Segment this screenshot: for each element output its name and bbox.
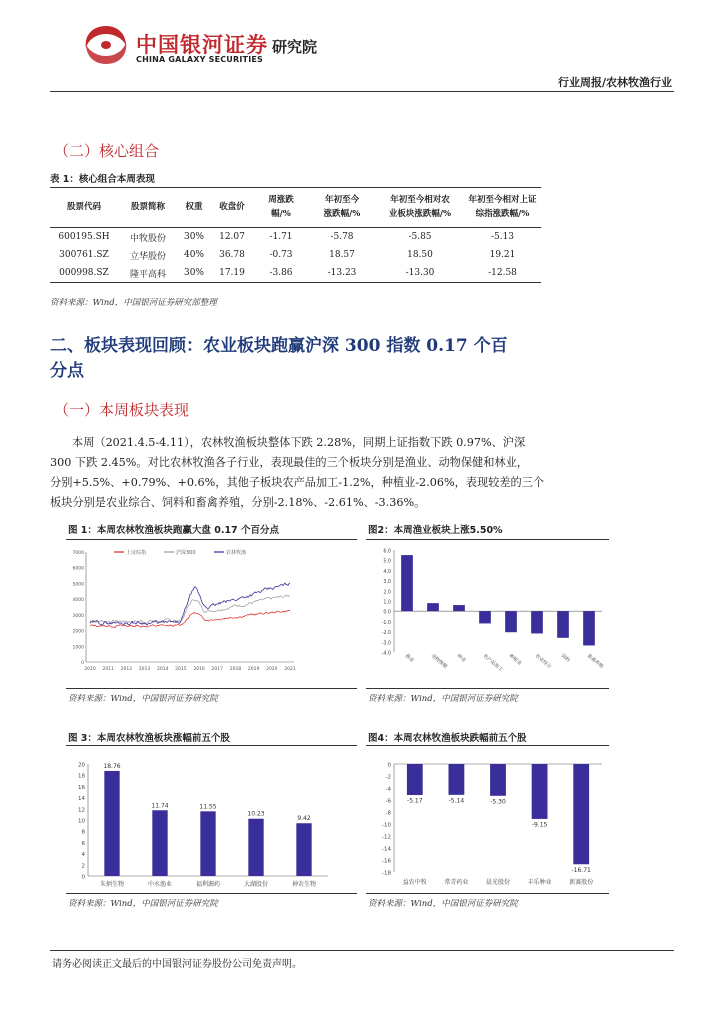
col-header-ytd: 年初至今 涨跌幅/% — [323, 195, 361, 219]
report-type: 行业周报/农林牧渔行业 — [557, 76, 672, 89]
category-label: 丰乐种业 — [527, 879, 552, 886]
bar — [532, 764, 548, 819]
section-title-line2: 分点 — [50, 361, 84, 381]
y-tick-label: 3.0 — [383, 580, 391, 586]
cell-week: -0.73 — [269, 250, 293, 260]
fig3-caption: 图 3：本周农林牧渔板块涨幅前五个股 — [68, 733, 230, 744]
y-tick-label: 0 — [81, 874, 85, 881]
x-tick-label: 2011 — [102, 667, 114, 672]
table-header-row — [50, 191, 541, 221]
x-tick-label: 2013 — [138, 667, 151, 672]
fig1-bottom-rule — [66, 688, 357, 689]
bar — [401, 555, 413, 611]
category-label: 朱炳生物 — [99, 881, 125, 888]
paragraph-line: 板块分别是农业综合、饲料和畜禽养殖，分别-2.18%、-2.61%、-3.36%。 — [50, 496, 426, 509]
chart-top5-gainers — [66, 750, 357, 892]
cell-rel-agri: 18.50 — [407, 250, 433, 260]
y-tick-label: 6 — [81, 840, 85, 847]
col-header-week: 周涨跌 幅/% — [268, 195, 294, 219]
col-header-code: 股票代码 — [66, 202, 101, 212]
bar — [248, 819, 263, 876]
table1-caption: 表 1：核心组合本周表现 — [50, 174, 155, 185]
y-tick-label: 4 — [81, 852, 85, 859]
category-label: 中水渔业 — [147, 881, 173, 888]
y-tick-label: -16 — [382, 858, 391, 865]
x-tick-label: 2016 — [193, 667, 205, 672]
table-row — [50, 246, 541, 264]
col-header-weight: 权重 — [185, 202, 203, 212]
category-label: 农业综合 — [533, 653, 552, 670]
category-label: 种植业 — [507, 653, 522, 667]
y-tick-label: 12 — [78, 807, 85, 814]
cell-code: 600195.SH — [58, 232, 110, 242]
x-tick-label: 2017 — [211, 667, 223, 672]
fig3-source: 资料来源：Wind，中国银河证券研究院 — [68, 899, 218, 909]
cell-code: 000998.SZ — [50, 264, 118, 283]
fig2-bottom-rule — [366, 688, 609, 689]
x-tick-label: 2020 — [266, 667, 278, 672]
data-label: 11.74 — [151, 802, 169, 810]
y-tick-label: -14 — [382, 846, 391, 853]
cell-week: -3.86 — [254, 264, 308, 283]
section-title-line1: 二、板块表现回顾：农业板块跑赢沪深 300 指数 0.17 个百 — [50, 336, 508, 356]
table1-source: 资料来源：Wind，中国银河证券研究部整理 — [50, 298, 217, 308]
fig2-top-rule — [366, 539, 609, 540]
y-tick-label: 1.0 — [383, 600, 391, 606]
legend-label: 农林牧渔 — [226, 550, 247, 556]
paragraph-line: 300 下跌 2.45%。对比农林牧渔各子行业，表现最佳的三个板块分别是渔业、动物保健和林业， — [50, 456, 528, 469]
y-tick-label: 6.0 — [383, 549, 391, 555]
y-tick-label: 0 — [387, 762, 391, 769]
logo-en-text: CHINA GALAXY SECURITIES — [136, 55, 263, 64]
category-label: 常青药业 — [444, 879, 469, 886]
bar — [448, 764, 464, 795]
y-tick-label: 7000 — [72, 551, 84, 556]
logo-cn-text: 中国银河证券 — [136, 33, 268, 57]
y-tick-label: 10 — [78, 818, 85, 825]
x-tick-label: 2018 — [229, 667, 242, 672]
y-tick-label: 4000 — [72, 598, 84, 604]
data-label: -9.15 — [531, 821, 548, 829]
table1-top-rule — [50, 187, 541, 188]
y-tick-label: -18 — [382, 870, 391, 877]
y-tick-label: -6 — [385, 798, 391, 805]
y-tick-label: -2 — [385, 774, 391, 781]
x-tick-label: 2012 — [120, 667, 133, 672]
bar — [104, 771, 119, 876]
category-label: 福利源药 — [195, 881, 221, 888]
y-tick-label: 0.0 — [383, 610, 391, 616]
data-label: 10.23 — [247, 810, 265, 818]
category-label: 农产品加工 — [481, 653, 504, 673]
cell-weight: 30% — [183, 232, 204, 242]
category-label: 渔业 — [403, 653, 415, 664]
bar — [453, 605, 465, 611]
bar — [573, 764, 589, 864]
fig1-caption: 图 1：本周农林牧渔板块跑赢大盘 0.17 个百分点 — [68, 525, 279, 536]
table-row — [50, 228, 541, 247]
body-paragraph — [50, 433, 550, 513]
category-label: 神农生物 — [291, 881, 317, 888]
header — [0, 0, 724, 95]
core-portfolio-table — [50, 191, 541, 283]
bar — [531, 611, 543, 633]
x-tick-label: 2021 — [284, 667, 296, 672]
y-tick-label: 20 — [78, 762, 85, 769]
y-tick-label: 14 — [78, 796, 85, 803]
cell-rel-sh: -12.58 — [464, 264, 541, 283]
fig3-bottom-rule — [66, 893, 357, 894]
category-label: 晨光股份 — [485, 879, 511, 886]
fig1-top-rule — [66, 539, 357, 540]
category-label: 饲料 — [559, 653, 571, 664]
table-row — [50, 264, 541, 283]
data-label: -16.71 — [571, 866, 591, 874]
y-tick-label: 2000 — [72, 629, 84, 635]
cell-close: 36.78 — [219, 250, 245, 260]
legend-label: 沪深300 — [176, 550, 196, 556]
data-label: 9.42 — [297, 815, 311, 823]
data-label: 18.76 — [103, 762, 121, 770]
footer-rule — [50, 950, 674, 951]
fig4-caption: 图4：本周农林牧渔板块跌幅前五个股 — [368, 733, 527, 744]
cell-name: 中牧股份 — [129, 233, 166, 244]
series-line-shanghai — [90, 610, 290, 627]
cell-close: 12.07 — [219, 232, 245, 242]
header-rule — [50, 91, 674, 92]
category-label: 大湖股份 — [243, 881, 269, 888]
bar — [479, 611, 491, 623]
paragraph-line: 分别+5.5%、+0.79%、+0.6%，其他子板块农产品加工-1.2%，种植业-2.06%，表现较差的三个 — [50, 476, 545, 489]
cell-ytd: 18.57 — [329, 250, 355, 260]
chart-top5-losers — [366, 750, 609, 892]
y-tick-label: -3.0 — [381, 641, 391, 647]
y-tick-label: 5000 — [72, 582, 84, 588]
cell-close: 17.19 — [210, 264, 254, 283]
cell-weight: 30% — [178, 264, 210, 283]
y-tick-label: 5.0 — [383, 559, 391, 565]
fig2-caption: 图2：本周渔业板块上涨5.50% — [368, 525, 503, 536]
col-header-rel-agri: 年初至今相对农 业板块涨跌幅/% — [388, 195, 452, 219]
galaxy-logo-icon — [80, 22, 132, 68]
data-label: -5.30 — [490, 798, 506, 806]
cell-weight: 40% — [183, 250, 204, 260]
cell-ytd: -13.23 — [308, 264, 376, 283]
y-tick-label: 16 — [78, 784, 85, 791]
y-tick-label: -10 — [382, 822, 391, 829]
cell-rel-sh: 19.21 — [489, 250, 516, 260]
cell-rel-agri: -13.30 — [376, 264, 464, 283]
x-tick-label: 2010 — [84, 667, 96, 672]
category-label: 益农中牧 — [402, 879, 427, 886]
bar — [557, 611, 569, 638]
chart-subsector-weekly — [366, 544, 609, 686]
bar — [200, 811, 215, 876]
fig4-top-rule — [366, 745, 609, 746]
y-tick-label: 8 — [81, 829, 85, 836]
legend-label: 上证综指 — [126, 550, 147, 556]
y-tick-label: 2 — [81, 863, 85, 870]
cell-ytd: -5.78 — [330, 232, 354, 242]
fig4-bottom-rule — [366, 893, 609, 894]
series-line-hs300 — [90, 595, 290, 623]
fig4-source: 资料来源：Wind，中国银河证券研究院 — [368, 899, 518, 909]
fig2-source: 资料来源：Wind，中国银河证券研究院 — [368, 694, 518, 704]
bar — [490, 764, 506, 796]
y-tick-label: 6000 — [72, 566, 84, 572]
cell-week: -1.71 — [269, 232, 293, 242]
category-label: 新赛股份 — [569, 879, 594, 886]
bar — [583, 611, 595, 645]
chart-sector-vs-index — [66, 544, 306, 684]
bar — [407, 764, 423, 795]
subsection-weekly-performance: （一）本周板块表现 — [54, 401, 190, 419]
fig1-source: 资料来源：Wind，中国银河证券研究院 — [68, 694, 218, 704]
cell-rel-agri: -5.85 — [408, 232, 432, 242]
data-label: -5.14 — [448, 797, 465, 805]
cell-code: 300761.SZ — [59, 250, 109, 260]
y-tick-label: 18 — [78, 773, 85, 780]
data-label: 11.55 — [199, 803, 217, 811]
y-tick-label: 0 — [81, 661, 84, 666]
y-tick-label: -4.0 — [381, 651, 391, 657]
footer-disclaimer: 请务必阅读正文最后的中国银河证券股份公司免责声明。 — [52, 959, 302, 970]
bar — [296, 823, 311, 876]
y-tick-label: 1000 — [72, 645, 84, 651]
y-tick-label: 3000 — [72, 613, 84, 619]
data-label: -5.17 — [407, 797, 423, 805]
category-label: 林业 — [455, 653, 467, 664]
category-label: 畜禽养殖 — [585, 653, 604, 670]
y-tick-label: -4 — [385, 786, 391, 793]
cell-name: 隆平高科 — [118, 264, 178, 283]
y-tick-label: -12 — [382, 834, 391, 841]
x-tick-label: 2019 — [247, 667, 260, 672]
bar — [427, 603, 439, 611]
y-tick-label: 2.0 — [383, 590, 391, 596]
category-label: 动物保健 — [429, 653, 448, 670]
col-header-name: 股票简称 — [130, 202, 165, 212]
subsection-core-portfolio: （二）核心组合 — [54, 142, 160, 160]
col-header-rel-sh: 年初至今相对上证 综指涨跌幅/% — [468, 195, 537, 219]
cell-rel-sh: -5.13 — [490, 232, 515, 242]
y-tick-label: -8 — [385, 810, 391, 817]
bar — [505, 611, 517, 632]
fig3-top-rule — [66, 745, 357, 746]
y-tick-label: 4.0 — [383, 569, 391, 575]
bar — [152, 810, 167, 876]
x-tick-label: 2015 — [175, 667, 187, 672]
institute-text: 研究院 — [272, 38, 318, 56]
x-tick-label: 2014 — [157, 667, 169, 672]
y-tick-label: -2.0 — [381, 631, 391, 637]
col-header-close: 收盘价 — [219, 202, 245, 212]
paragraph-line: 本周（2021.4.5-4.11），农林牧渔板块整体下跌 2.28%，同期上证指数下跌 0.97%、沪深 — [72, 436, 526, 449]
cell-name: 立华股份 — [129, 251, 166, 262]
y-tick-label: -1.0 — [381, 620, 391, 626]
